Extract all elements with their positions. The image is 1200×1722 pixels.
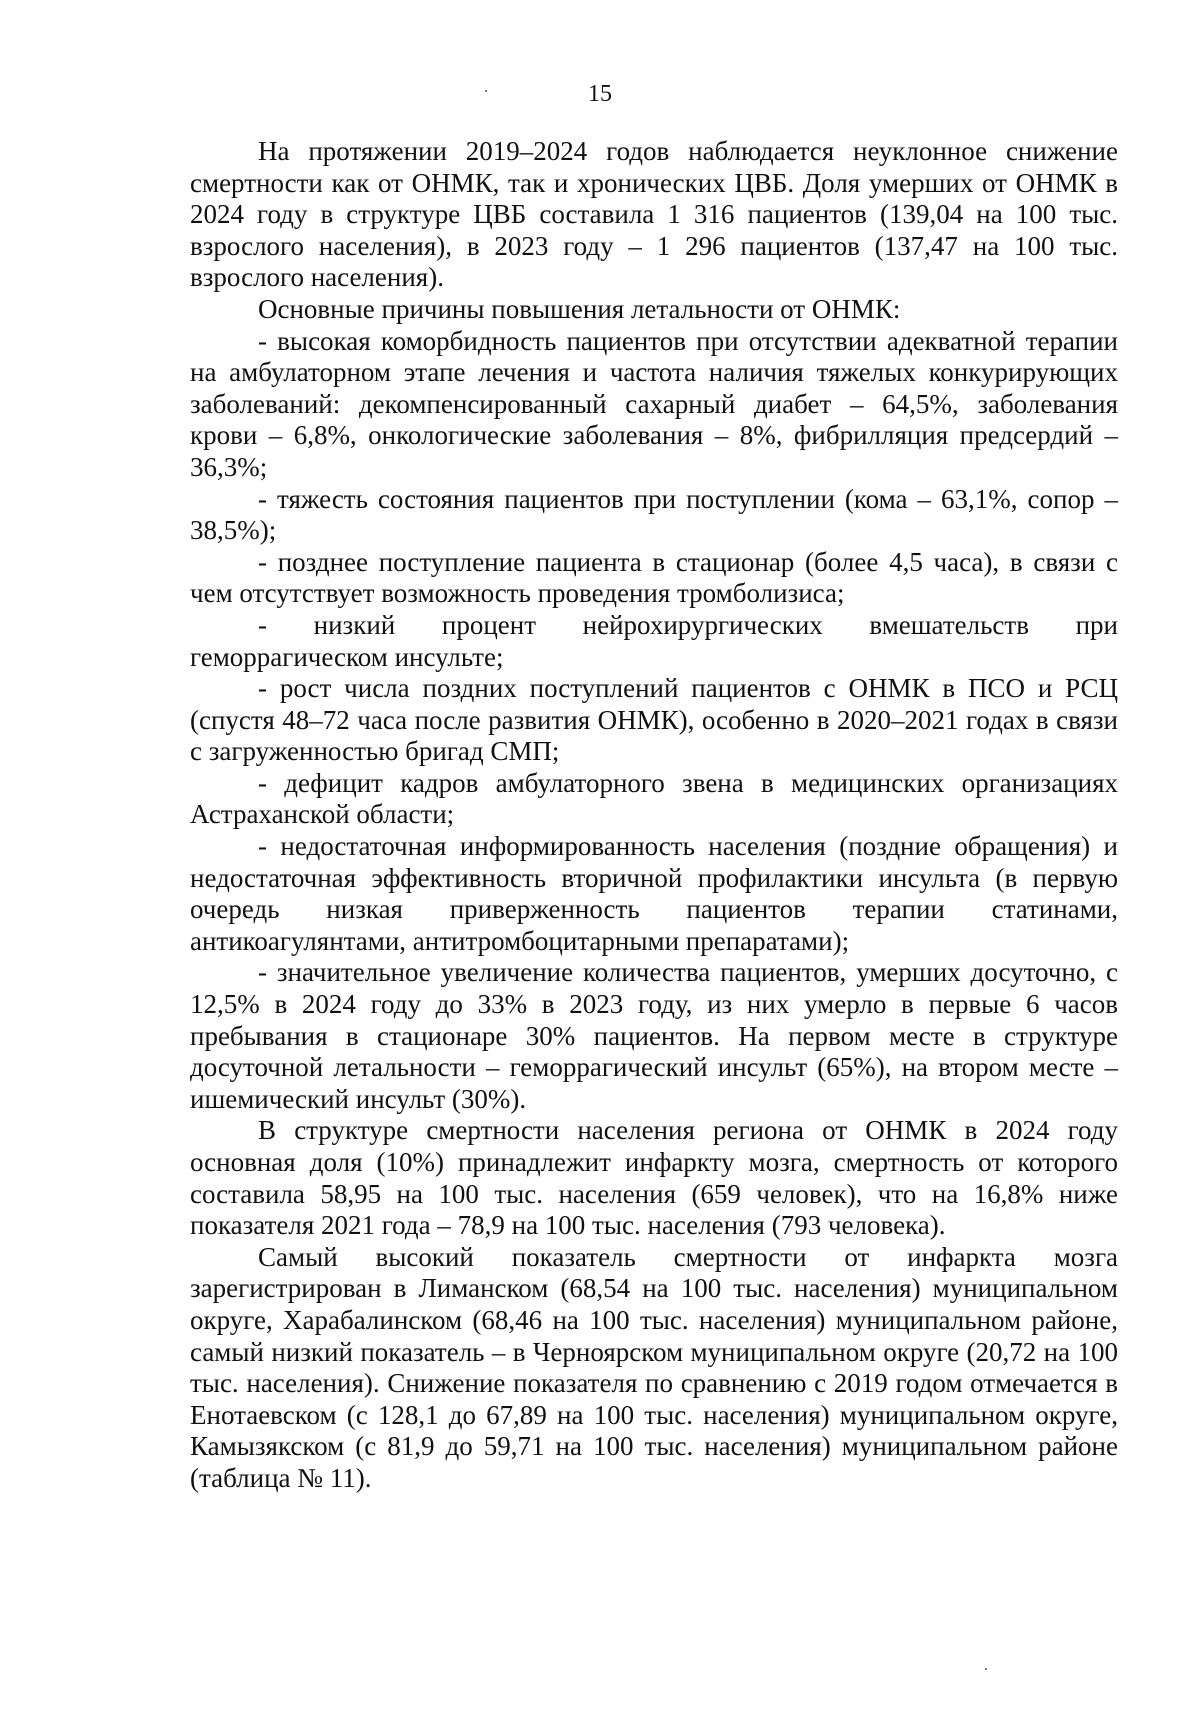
cause-item: - низкий процент нейрохирургических вмешательств при геморрагическом инсульте;: [190, 609, 1118, 672]
causes-list: [190, 326, 1118, 1116]
causes-heading: Основные причины повышения летальности от ОНМК:: [258, 293, 901, 324]
cause-item: - значительное увеличение количества пациентов, умерших досуточно, с 12,5% в 2024 году до 33% в 2023 году, из них умерло в первые 6 часов пребывания в стационаре 30% пациентов. На первом месте в структуре досуточной летальности – геморрагический инсульт (65%), на втором месте – ишемический инсульт (30%).: [190, 957, 1118, 1114]
cause-item: - позднее поступление пациента в стационар (более 4,5 часа), в связи с чем отсутствует возможность проведения тромболизиса;: [190, 546, 1118, 609]
regional-paragraph: Самый высокий показатель смертности от инфаркта мозга зарегистрирован в Лиманском (68,54 на 100 тыс. населения) муниципальном округе, Харабалинском (68,46 на 100 тыс. населения) муниципальном районе, самый низкий показатель – в Черноярском муниципальном округе (20,72 на 100 тыс. населения). Снижение показателя по сравнению с 2019 годом отмечается в Енотаевском (с 128,1 до 67,89 на 100 тыс. населения) муниципальном округе, Камызякском (с 81,9 до 59,71 на 100 тыс. населения) муниципальном районе (таблица № 11).: [190, 1241, 1118, 1493]
mortality-structure-paragraph: В структуре смертности населения региона от ОНМК в 2024 году основная доля (10%) принадлежит инфаркту мозга, смертность от которого составила 58,95 на 100 тыс. населения (659 человек), что на 16,8% ниже показателя 2021 года – 78,9 на 100 тыс. населения (793 человека).: [190, 1115, 1118, 1241]
intro-paragraph: На протяжении 2019–2024 годов наблюдается неуклонное снижение смертности как от ОНМК, так и хронических ЦВБ. Доля умерших от ОНМК в 2024 году в структуре ЦВБ составила 1 316 пациентов (139,04 на 100 тыс. взрослого населения), в 2023 году – 1 296 пациентов (137,47 на 100 тыс. взрослого населения).: [190, 136, 1118, 293]
cause-item: - рост числа поздних поступлений пациентов с ОНМК в ПСО и РСЦ (спустя 48–72 часа после развития ОНМК), особенно в 2020–2021 годах в связи с загруженностью бригад СМП;: [190, 673, 1118, 767]
document-body: [190, 136, 1118, 1495]
cause-item: - недостаточная информированность населения (поздние обращения) и недостаточная эффективность вторичной профилактики инсульта (в первую очередь низкая приверженность пациентов терапии статинами, антикоагулянтами, антитромбоцитарными препаратами);: [190, 831, 1118, 956]
page-number: 15: [588, 81, 612, 107]
cause-item: - тяжесть состояния пациентов при поступлении (кома – 63,1%, сопор – 38,5%);: [190, 483, 1118, 546]
scan-speck: [985, 1668, 987, 1670]
cause-item: - дефицит кадров амбулаторного звена в медицинских организациях Астраханской области;: [190, 767, 1118, 830]
cause-item: - высокая коморбидность пациентов при отсутствии адекватной терапии на амбулаторном этапе лечения и частота наличия тяжелых конкурирующих заболеваний: декомпенсированный сахарный диабет – 64,5%, заболевания крови – 6,8%, онкологические заболевания – 8%, фибрилляция предсердий – 36,3%;: [190, 325, 1118, 482]
